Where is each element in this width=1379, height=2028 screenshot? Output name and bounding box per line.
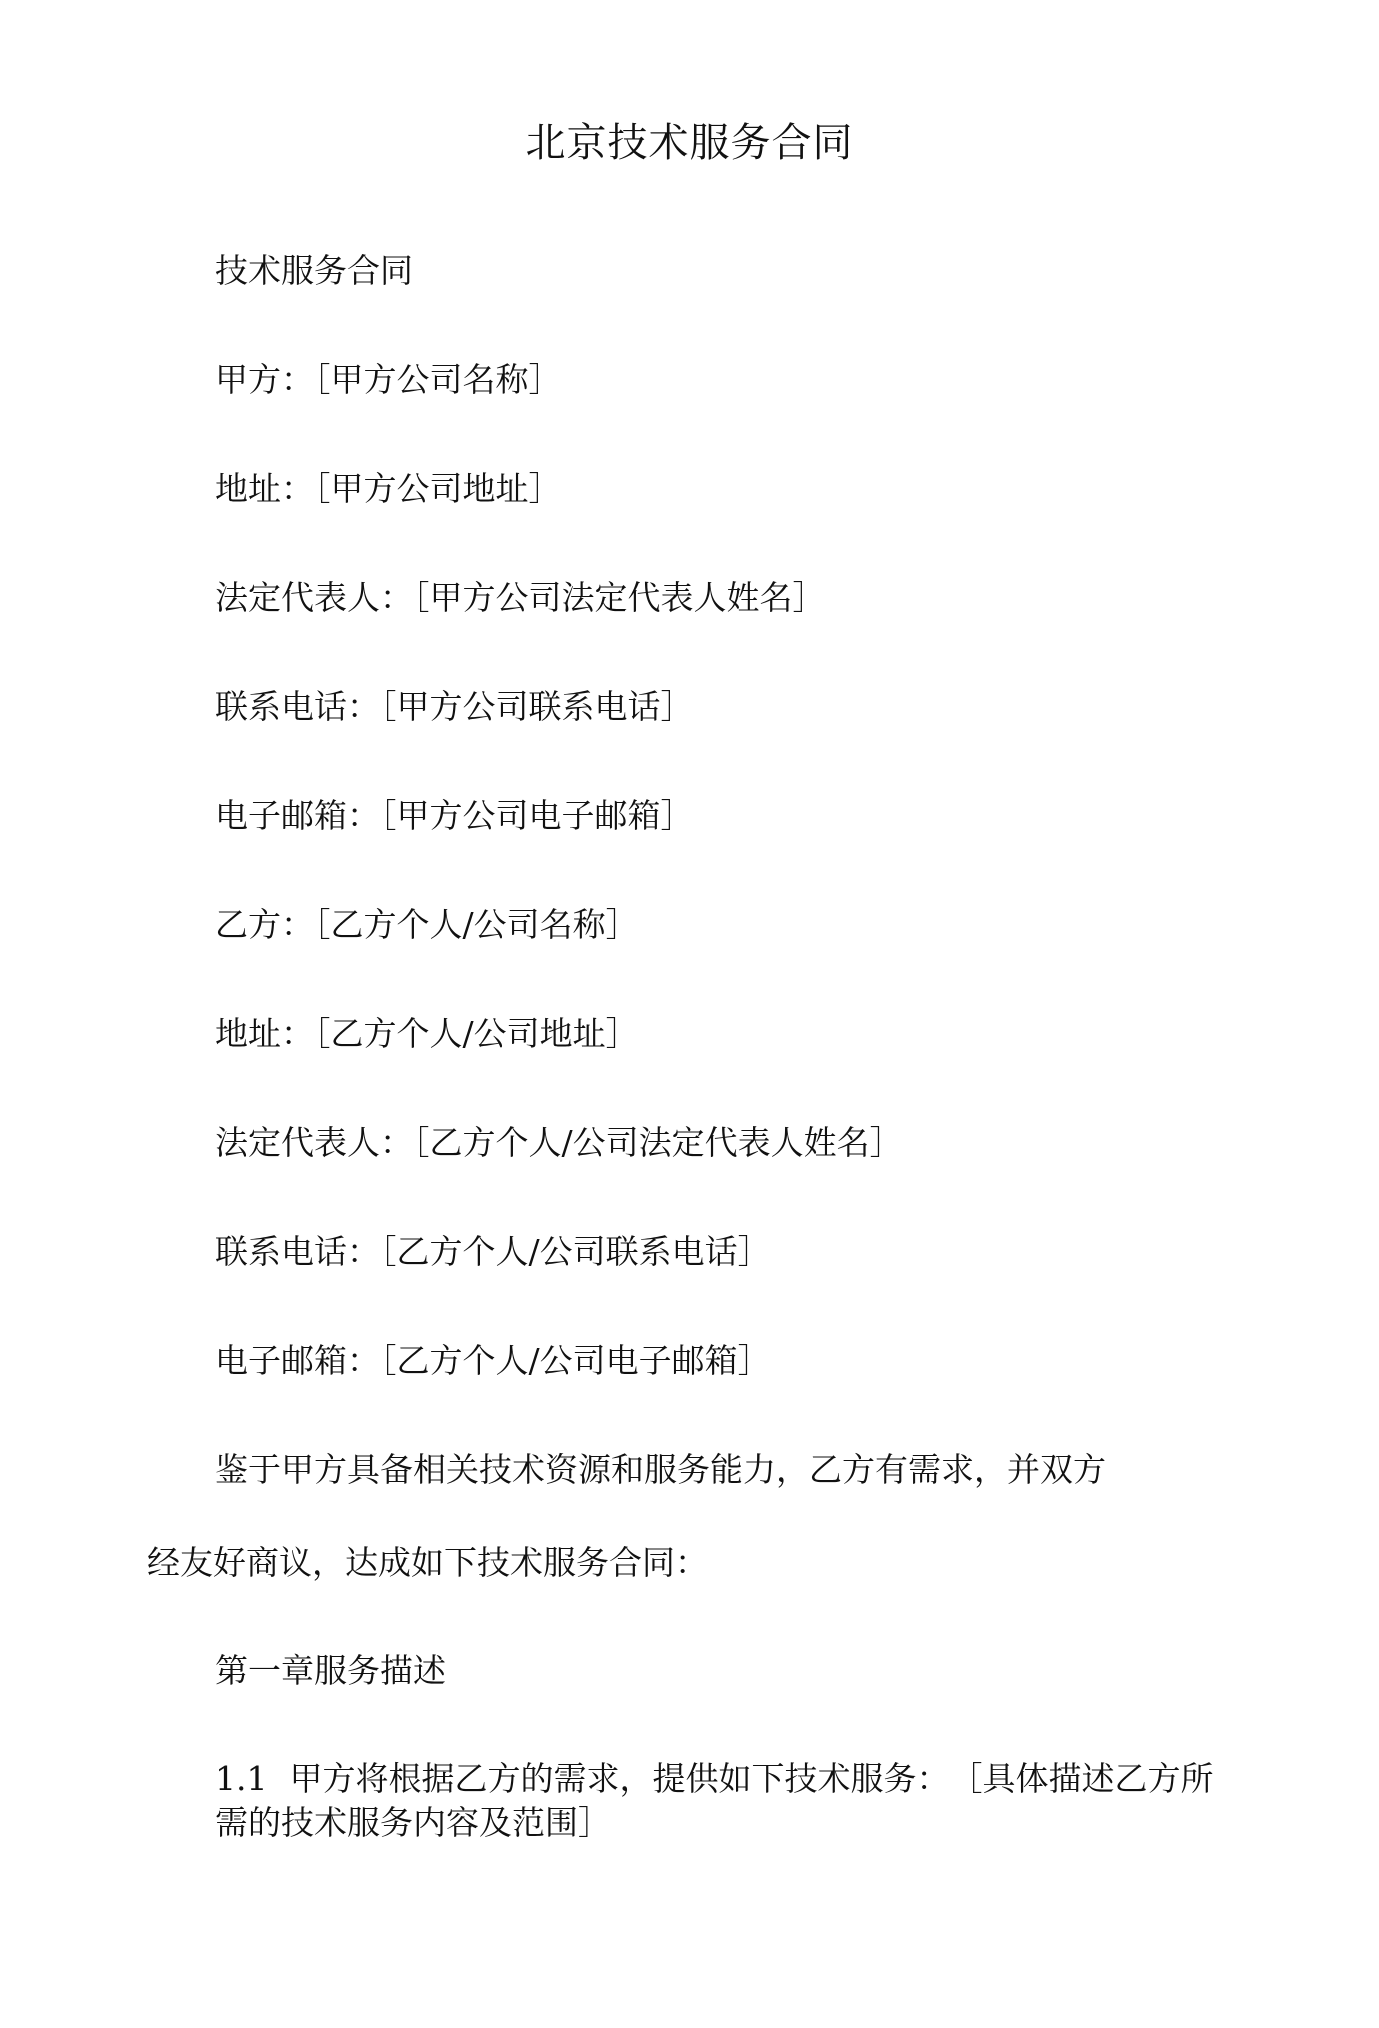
preamble-line-2: 经友好商议，达成如下技术服务合同： — [147, 1543, 708, 1582]
party-b-address: 地址：［乙方个人/公司地址］ — [215, 1014, 639, 1053]
party-b-phone: 联系电话：［乙方个人/公司联系电话］ — [215, 1232, 771, 1271]
party-a-representative: 法定代表人：［甲方公司法定代表人姓名］ — [215, 578, 826, 617]
clause-number: 1.1 — [215, 1759, 268, 1798]
chapter-1-title: 第一章服务描述 — [215, 1651, 446, 1690]
party-b-representative: 法定代表人：［乙方个人/公司法定代表人姓名］ — [215, 1123, 903, 1162]
party-b-email: 电子邮箱：［乙方个人/公司电子邮箱］ — [215, 1341, 771, 1380]
clause-1-1 — [215, 1757, 1215, 1845]
party-a-name: 甲方：［甲方公司名称］ — [215, 360, 562, 399]
preamble-line-1: 鉴于甲方具备相关技术资源和服务能力，乙方有需求，并双方 — [215, 1450, 1106, 1489]
document-title: 北京技术服务合同 — [525, 120, 854, 166]
party-a-phone: 联系电话：［甲方公司联系电话］ — [215, 687, 694, 726]
clause-text: 甲方将根据乙方的需求，提供如下技术服务： ［具体描述乙方所需的技术服务内容及范围］ — [215, 1759, 1214, 1842]
party-a-email: 电子邮箱：［甲方公司电子邮箱］ — [215, 796, 694, 835]
party-b-name: 乙方：［乙方个人/公司名称］ — [215, 905, 639, 944]
contract-subtitle: 技术服务合同 — [215, 251, 413, 290]
party-a-address: 地址：［甲方公司地址］ — [215, 469, 562, 508]
